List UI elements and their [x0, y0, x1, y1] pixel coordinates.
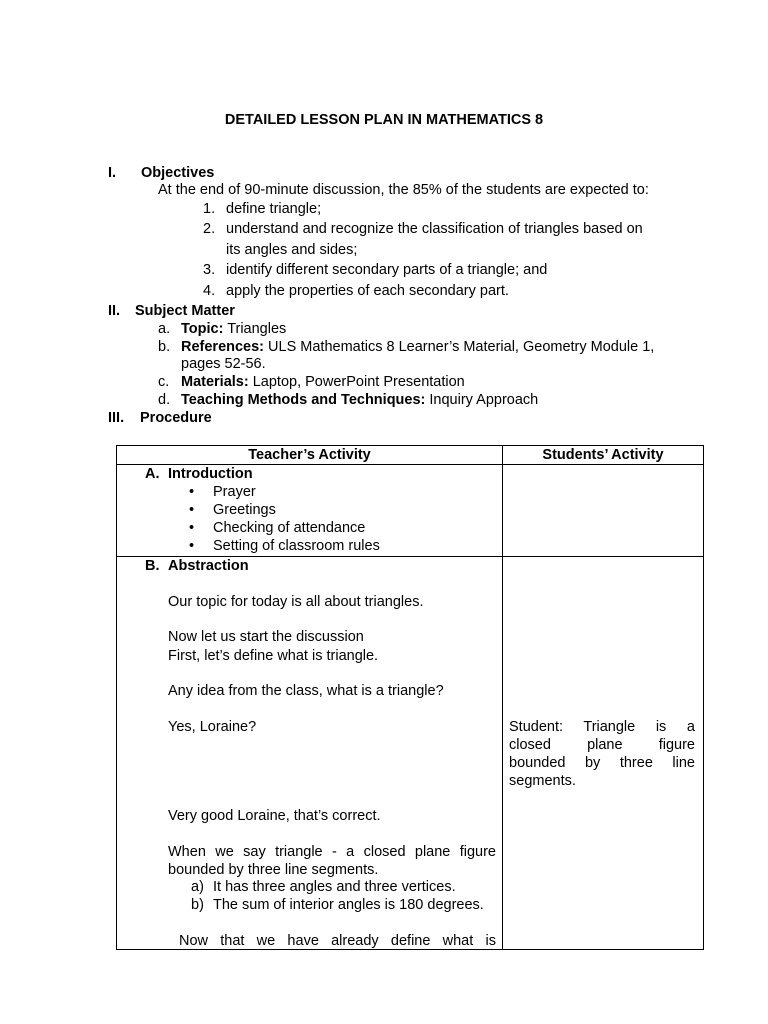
list-item: Checking of attendance [213, 520, 366, 536]
objective-number: 4. [203, 283, 216, 299]
teacher-line: Any idea from the class, what is a triangle? [168, 683, 444, 699]
list-label: b) [191, 897, 204, 913]
objective-item: identify different secondary parts of a triangle; and [226, 262, 548, 278]
table-row-abstraction [117, 557, 704, 950]
section-heading-procedure: Procedure [140, 410, 212, 426]
bullet-icon: • [189, 502, 195, 518]
teacher-line: When we say triangle - a closed plane figure [168, 844, 496, 860]
introduction-heading: Introduction [168, 466, 253, 482]
abstraction-letter: B. [145, 558, 160, 574]
teacher-line: Yes, Loraine? [168, 719, 257, 735]
list-label: a) [191, 879, 204, 895]
subject-item-references: References: ULS Mathematics 8 Learner’s Material, Geometry Module 1, [181, 339, 655, 355]
objective-item-continued: its angles and sides; [226, 242, 358, 258]
student-answer-line: bounded by three line [509, 755, 695, 771]
teacher-line: Very good Loraine, that’s correct. [168, 808, 381, 824]
subject-item-topic: Topic: Triangles [181, 321, 287, 337]
objective-item: define triangle; [226, 201, 322, 217]
bullet-icon: • [189, 538, 195, 554]
list-item: The sum of interior angles is 180 degrees. [213, 897, 484, 913]
subject-letter: b. [158, 339, 171, 355]
student-answer-line: segments. [509, 773, 576, 789]
objectives-intro: At the end of 90-minute discussion, the 85% of the students are expected to: [158, 182, 649, 198]
list-item: Greetings [213, 502, 276, 518]
subject-item-methods: Teaching Methods and Techniques: Inquiry Approach [181, 392, 539, 408]
subject-item-references-continued: pages 52-56. [181, 356, 266, 372]
subject-letter: a. [158, 321, 171, 337]
subject-letter: c. [158, 374, 170, 390]
objective-number: 2. [203, 221, 216, 237]
abstraction-cell [117, 557, 502, 949]
subject-item-materials: Materials: Laptop, PowerPoint Presentation [181, 374, 465, 390]
objective-item: understand and recognize the classification of triangles based on [226, 221, 643, 237]
teacher-line: Our topic for today is all about triangles. [168, 594, 424, 610]
list-item: It has three angles and three vertices. [213, 879, 456, 895]
objective-item: apply the properties of each secondary part. [226, 283, 509, 299]
header-students-activity: Students’ Activity [503, 446, 704, 465]
students-activity-introduction [503, 465, 704, 557]
student-answer-line: Student: Triangle is a [509, 719, 695, 735]
section-numeral-procedure: III. [108, 410, 125, 426]
subject-letter: d. [158, 392, 171, 408]
table-row-introduction [117, 465, 704, 557]
page-title: DETAILED LESSON PLAN IN MATHEMATICS 8 [224, 112, 544, 128]
list-item: Prayer [213, 484, 256, 500]
teacher-line: bounded by three line segments. [168, 862, 379, 878]
bullet-icon: • [189, 520, 195, 536]
teacher-line: Now let us start the discussion [168, 629, 364, 645]
section-numeral-subject-matter: II. [108, 303, 121, 319]
teacher-line: Now that we have already define what is [179, 933, 496, 949]
header-teachers-activity: Teacher’s Activity [117, 446, 503, 465]
section-heading-objectives: Objectives [141, 165, 215, 181]
students-activity-abstraction [503, 557, 703, 949]
student-answer-line: closed plane figure [509, 737, 695, 753]
teacher-line: First, let’s define what is triangle. [168, 648, 379, 664]
procedure-table [116, 445, 704, 950]
section-numeral-objectives: I. [108, 165, 117, 181]
list-item: Setting of classroom rules [213, 538, 380, 554]
section-heading-subject-matter: Subject Matter [135, 303, 235, 319]
abstraction-heading: Abstraction [168, 558, 249, 574]
objective-number: 3. [203, 262, 216, 278]
objective-number: 1. [203, 201, 216, 217]
introduction-cell [117, 465, 502, 556]
introduction-letter: A. [145, 466, 160, 482]
table-header-row [117, 446, 704, 465]
bullet-icon: • [189, 484, 195, 500]
